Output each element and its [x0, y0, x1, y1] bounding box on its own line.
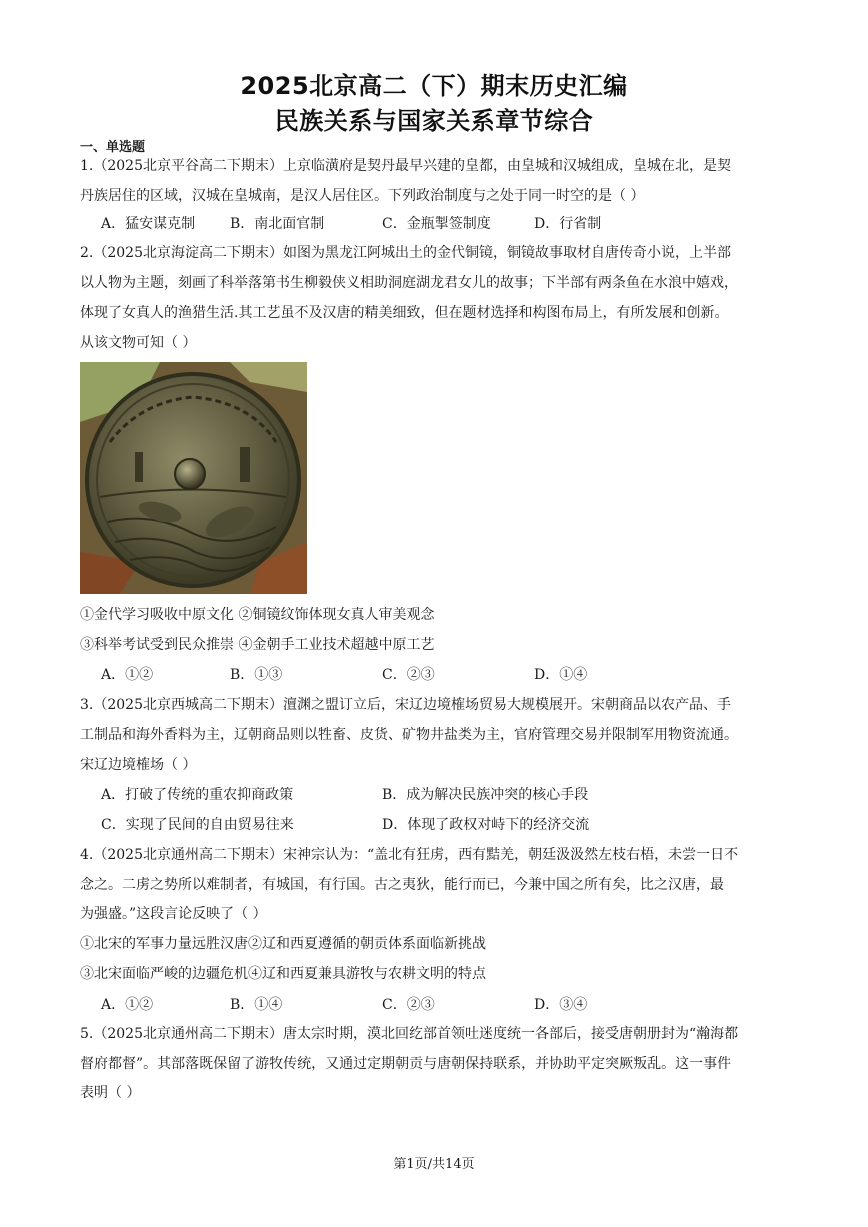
document-title: 2025北京高二（下）期末历史汇编: [240, 72, 628, 100]
question-4-text: 念之。二虏之势所以难制者，有城国，有行国。古之夷狄，能行而已，今兼中国之所有矣，比之汉唐，最: [80, 877, 724, 893]
question-1-option-a: A．猛安谋克制: [101, 216, 196, 232]
question-2-statements: ①金代学习吸收中原文化 ②铜镜纹饰体现女真人审美观念: [80, 607, 435, 623]
question-4-statements: ①北宋的军事力量远胜汉唐②辽和西夏遵循的朝贡体系面临新挑战: [80, 936, 486, 952]
section-heading: 一、单选题: [80, 140, 146, 155]
question-4-text: 为强盛。”这段言论反映了（ ）: [80, 906, 267, 922]
question-4-option-b: B．①④: [230, 997, 283, 1013]
question-4-statements: ③北宋面临严峻的边疆危机④辽和西夏兼具游牧与农耕文明的特点: [80, 966, 486, 982]
question-3-option-d: D．体现了政权对峙下的经济交流: [382, 817, 590, 833]
bronze-mirror-photo: [80, 362, 307, 594]
question-3-option-a: A．打破了传统的重农抑商政策: [101, 787, 294, 803]
question-2-statements: ③科举考试受到民众推崇 ④金朝手工业技术超越中原工艺: [80, 637, 435, 653]
question-1-option-b: B．南北面官制: [230, 216, 325, 232]
question-1-text: 丹族居住的区域，汉城在皇城南，是汉人居住区。下列政治制度与之处于同一时空的是（ ）: [80, 188, 645, 204]
bronze-mirror-image: [80, 362, 307, 594]
question-2-option-a: A．①②: [101, 667, 154, 683]
question-3-option-c: C．实现了民间的自由贸易往来: [101, 817, 294, 833]
question-4-option-a: A．①②: [101, 997, 154, 1013]
question-2-option-d: D．①④: [534, 667, 588, 683]
question-2-text: 2.（2025北京海淀高二下期末）如图为黑龙江阿城出土的金代铜镜，铜镜故事取材自唐传奇小说，上半部: [80, 245, 731, 261]
question-3-text: 宋辽边境榷场（ ）: [80, 757, 197, 773]
question-5-text: 督府都督”。其部落既保留了游牧传统，又通过定期朝贡与唐朝保持联系，并协助平定突厥叛乱。这一事件: [80, 1056, 732, 1072]
question-1-text: 1.（2025北京平谷高二下期末）上京临潢府是契丹最早兴建的皇都，由皇城和汉城组成，皇城在北，是契: [80, 158, 731, 174]
question-1-option-d: D．行省制: [534, 216, 602, 232]
question-2-option-b: B．①③: [230, 667, 283, 683]
page-number: 第1页/共14页: [393, 1157, 475, 1172]
question-5-text: 5.（2025北京通州高二下期末）唐太宗时期，漠北回纥部首领吐迷度统一各部后，接受唐朝册封为“瀚海都: [80, 1026, 739, 1042]
question-3-text: 3.（2025北京西城高二下期末）澶渊之盟订立后，宋辽边境榷场贸易大规模展开。宋朝商品以农产品、手: [80, 697, 731, 713]
question-2-option-c: C．②③: [382, 667, 435, 683]
question-4-text: 4.（2025北京通州高二下期末）宋神宗认为：“盖北有狂虏，西有黠羌，朝廷汲汲然左枝右梧，未尝一日不: [80, 847, 739, 863]
question-4-option-d: D．③④: [534, 997, 588, 1013]
question-2-text: 体现了女真人的渔猎生活.其工艺虽不及汉唐的精美细致，但在题材选择和构图布局上，有所发展和创新。: [80, 305, 729, 321]
question-2-text: 从该文物可知（ ）: [80, 335, 197, 351]
question-4-option-c: C．②③: [382, 997, 435, 1013]
question-3-text: 工制品和海外香料为主，辽朝商品则以牲畜、皮货、矿物井盐类为主，官府管理交易并限制军用物资流通。: [80, 727, 738, 743]
document-subtitle: 民族关系与国家关系章节综合: [274, 107, 594, 135]
question-1-option-c: C．金瓶掣签制度: [382, 216, 491, 232]
question-2-text: 以人物为主题，刻画了科举落第书生柳毅侠义相助洞庭湖龙君女儿的故事；下半部有两条鱼在水浪中嬉戏，: [80, 275, 738, 291]
question-3-option-b: B．成为解决民族冲突的核心手段: [382, 787, 589, 803]
question-5-text: 表明（ ）: [80, 1085, 141, 1101]
